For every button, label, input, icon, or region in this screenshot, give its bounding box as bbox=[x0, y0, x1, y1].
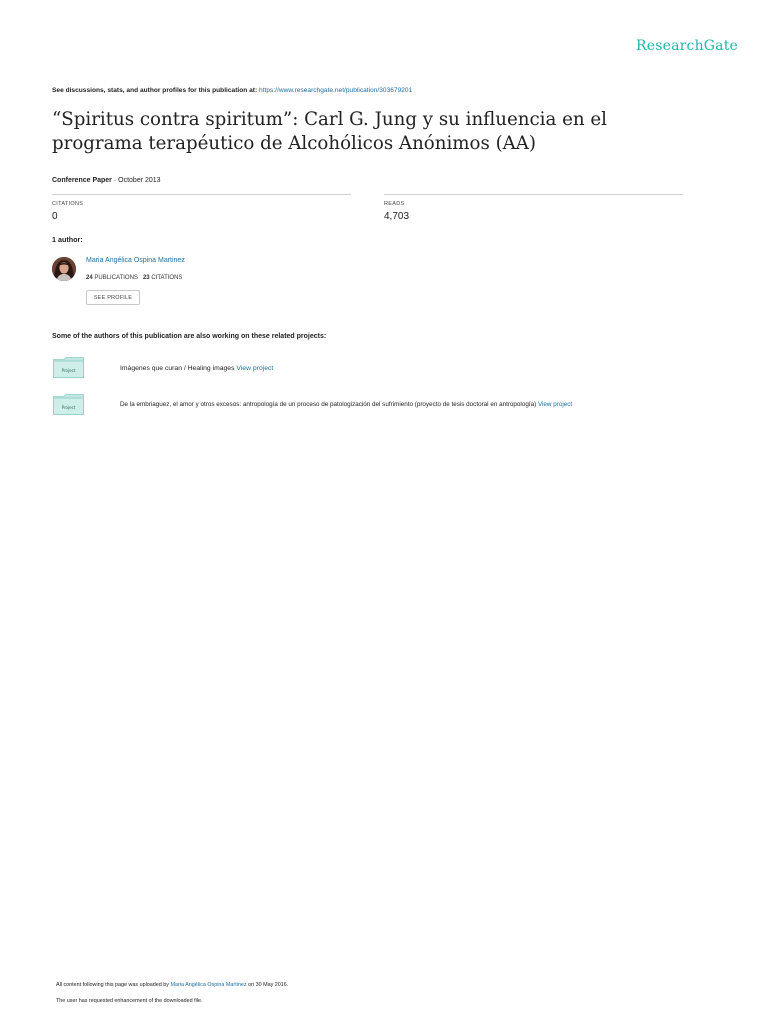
researchgate-logo[interactable]: ResearchGate bbox=[636, 38, 739, 54]
author-citations-count: 23 bbox=[142, 275, 150, 281]
citations-value: 0 bbox=[52, 211, 58, 222]
publication-type: Conference Paper bbox=[52, 177, 112, 184]
citations-label: CITATIONS bbox=[52, 201, 84, 207]
author-avatar[interactable] bbox=[52, 257, 76, 281]
publication-type-date bbox=[52, 177, 161, 184]
discussion-prefix: See discussions, stats, and author profiles for this publication at: bbox=[52, 87, 258, 94]
avatar-image bbox=[52, 257, 76, 281]
project-folder-label: Project bbox=[61, 405, 76, 410]
see-profile-button[interactable]: SEE PROFILE bbox=[86, 290, 140, 305]
project-item bbox=[120, 401, 572, 408]
project-folder-icon bbox=[53, 394, 84, 420]
related-projects-header: Some of the authors of this publication are also working on these related projects: bbox=[52, 333, 327, 340]
project-title: De la embriaguez, el amor y otros excesos: antropología de un proceso de patologización del sufrimiento (proyecto de tesis doctoral en antropología) bbox=[120, 401, 537, 408]
publication-title: “Spiritus contra spiritum”: Carl G. Jung y su influencia en el programa terapéutico de Alcohólicos Anónimos (AA) bbox=[52, 109, 607, 154]
project-folder-icon-svg bbox=[53, 357, 84, 378]
author-publications-count: 24 bbox=[86, 275, 93, 281]
author-name-link[interactable]: Maria Angélica Ospina Martinez bbox=[86, 257, 185, 264]
author-citations-label: CITATIONS bbox=[151, 275, 183, 281]
upload-suffix: on 30 May 2016. bbox=[248, 982, 289, 988]
publication-url-link[interactable]: https://www.researchgate.net/publication/303679201 bbox=[259, 87, 413, 94]
view-project-link[interactable]: View project bbox=[236, 365, 274, 372]
discussion-line bbox=[52, 87, 412, 94]
authors-header: 1 author: bbox=[52, 235, 83, 244]
reads-value: 4,703 bbox=[384, 211, 410, 222]
reads-label: READS bbox=[384, 201, 405, 207]
project-folder-label: Project bbox=[61, 368, 76, 373]
reads-divider bbox=[384, 194, 683, 195]
uploader-link[interactable]: Maria Angélica Ospina Martinez bbox=[170, 982, 247, 988]
project-folder-icon bbox=[53, 357, 84, 383]
view-project-link[interactable]: View project bbox=[537, 401, 573, 408]
project-folder-icon-svg bbox=[53, 394, 84, 415]
project-title: Imágenes que curan / Healing images bbox=[120, 365, 235, 372]
citations-divider bbox=[52, 194, 351, 195]
upload-notice bbox=[56, 982, 288, 988]
publication-date: · October 2013 bbox=[111, 177, 161, 184]
author-publications-label: PUBLICATIONS bbox=[94, 275, 138, 281]
upload-prefix: All content following this page was uploaded by bbox=[56, 982, 169, 988]
project-item bbox=[120, 365, 273, 372]
enhancement-notice: The user has requested enhancement of the downloaded file. bbox=[56, 998, 203, 1004]
author-stats bbox=[86, 275, 182, 281]
